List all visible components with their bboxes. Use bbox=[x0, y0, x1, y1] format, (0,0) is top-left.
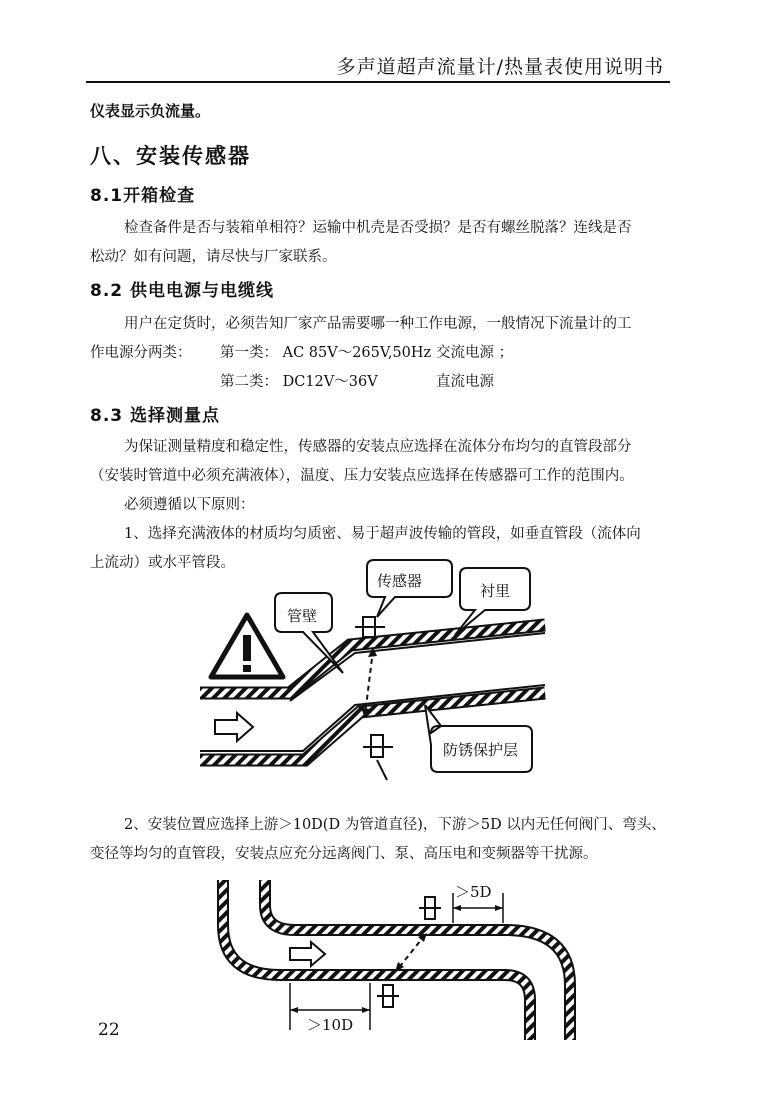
power-class-2: 第二类： DC12V～36V bbox=[220, 374, 378, 390]
figure-straight-run bbox=[205, 875, 590, 1040]
section-heading: 八、安装传感器 bbox=[90, 144, 251, 168]
para-8-1-line2: 松动？如有问题，请尽快与厂家联系。 bbox=[90, 249, 337, 265]
para-8-3-line4: 1、选择充满液体的材质均匀质密、易于超声波传输的管段，如垂直管段（流体向 bbox=[124, 526, 641, 542]
para-8-2-line1: 用户在定货时，必须告知厂家产品需要哪一种工作电源，一般情况下流量计的工 bbox=[124, 316, 632, 332]
heading-8-2: 8.2 供电电源与电缆线 bbox=[90, 281, 275, 301]
label-lining: 衬里 bbox=[480, 582, 511, 600]
para-8-3-line5: 上流动）或水平管段。 bbox=[90, 555, 235, 571]
para-8-3-line7: 变径等均匀的直管段，安装点应充分远离阀门、泵、高压电和变频器等干扰源。 bbox=[90, 846, 598, 862]
heading-8-1: 8.1开箱检查 bbox=[90, 186, 196, 206]
label-sensor: 传感器 bbox=[377, 572, 423, 590]
sensor-upper-icon bbox=[419, 897, 441, 919]
sensor-lower-icon bbox=[363, 735, 393, 780]
label-10d: ＞10D bbox=[307, 1016, 354, 1034]
header-rule bbox=[86, 81, 670, 83]
para-8-3-line6: 2、安装位置应选择上游＞10D(D 为管道直径)，下游＞5D 以内无任何阀门、弯头、 bbox=[124, 817, 666, 833]
figure-pipe-installation bbox=[195, 555, 555, 790]
flow-arrow-icon bbox=[290, 942, 325, 966]
power-class-1-type: 交流电源 ； bbox=[436, 345, 514, 361]
sensor-lower-icon bbox=[377, 985, 399, 1007]
flow-arrow-icon bbox=[215, 713, 253, 741]
label-pipe-wall: 管壁 bbox=[287, 607, 318, 625]
para-8-3-line2: （安装时管道中必须充满液体），温度、压力安装点应选择在传感器可工作的范围内。 bbox=[90, 468, 634, 484]
para-8-3-line3: 必须遵循以下原则： bbox=[124, 497, 255, 513]
para-8-1-line1: 检查备件是否与装箱单相符？运输中机壳是否受损？是否有螺丝脱落？连线是否 bbox=[124, 220, 632, 236]
running-header: 多声道超声流量计/热量表使用说明书 bbox=[336, 56, 664, 78]
para-8-2-line2: 作电源分两类： bbox=[90, 345, 192, 361]
carry-over-line: 仪表显示负流量。 bbox=[90, 102, 211, 120]
sensor-upper-icon bbox=[355, 617, 385, 637]
label-5d: ＞5D bbox=[455, 883, 492, 901]
power-class-2-type: 直流电源 bbox=[436, 374, 494, 390]
label-coating: 防锈保护层 bbox=[443, 741, 519, 759]
warning-icon bbox=[211, 615, 283, 677]
para-8-3-line1: 为保证测量精度和稳定性，传感器的安装点应选择在流体分布均匀的直管段部分 bbox=[124, 439, 632, 455]
power-class-1: 第一类： AC 85V～265V,50Hz bbox=[220, 345, 432, 361]
heading-8-3: 8.3 选择测量点 bbox=[90, 406, 221, 426]
page-number: 22 bbox=[98, 1020, 120, 1040]
